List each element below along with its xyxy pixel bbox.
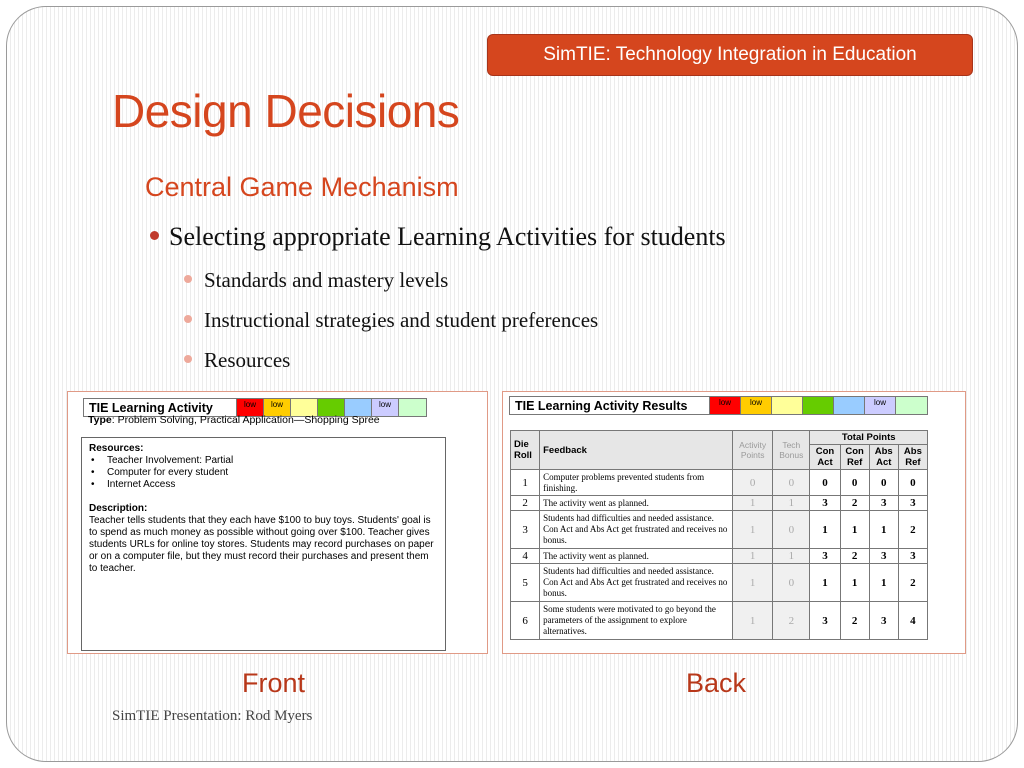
table-row [511,549,928,564]
cell-con-ref: 2 [840,602,869,640]
swatch-blue [834,397,865,414]
col-feedback: Feedback [540,431,733,470]
cell-feedback: Some students were motivated to go beyond the parameters of the assignment to explore alternatives. [540,602,733,640]
cell-con-act: 1 [810,564,840,602]
cell-roll: 6 [511,602,540,640]
cell-activity: 1 [733,511,773,549]
cell-roll: 4 [511,549,540,564]
col-tech-bonus: Tech Bonus [773,431,810,470]
swatch-purple: low [865,397,896,414]
bullet-dot-icon [150,231,159,240]
cell-con-ref: 2 [840,496,869,511]
swatch-orange: low [264,399,291,416]
cell-roll: 2 [511,496,540,511]
cell-activity: 0 [733,470,773,496]
resource-item: • Internet Access [107,479,438,491]
cell-tech: 0 [773,564,810,602]
sub-bullet-text: Resources [204,348,291,372]
cell-feedback: The activity went as planned. [540,496,733,511]
back-card-header [509,396,928,415]
footer-text: SimTIE Presentation: Rod Myers [112,708,313,724]
cell-abs-act: 1 [869,564,898,602]
swatch-green [803,397,834,414]
bullet-dot-icon [184,275,192,283]
swatch-mint [399,399,426,416]
cell-con-act: 1 [810,511,840,549]
resources-list [89,455,438,491]
front-label: Front [242,668,306,698]
main-bullet-text: Selecting appropriate Learning Activities for students [169,222,726,251]
cell-abs-ref: 3 [898,549,927,564]
cell-feedback: The activity went as planned. [540,549,733,564]
table-row [511,496,928,511]
cell-abs-act: 3 [869,602,898,640]
cell-activity: 1 [733,564,773,602]
type-value: : Problem Solving, Practical Application—Shopping Spree [111,414,380,426]
back-label: Back [686,668,747,698]
slide-title: Design Decisions [112,85,460,137]
cell-abs-ref: 2 [898,511,927,549]
cell-feedback: Students had difficulties and needed assistance. Con Act and Abs Act get frustrated and receives no bonus. [540,511,733,549]
sub-bullet [184,266,598,306]
swatch-mint [896,397,927,414]
col-con-act: Con Act [810,445,840,470]
col-con-ref: Con Ref [840,445,869,470]
cell-abs-act: 3 [869,496,898,511]
col-abs-ref: Abs Ref [898,445,927,470]
cell-con-ref: 1 [840,511,869,549]
activity-type [88,414,380,426]
cell-abs-ref: 4 [898,602,927,640]
swatch-red: low [710,397,741,414]
back-card-image [502,391,966,654]
main-bullet [150,222,726,252]
bullet-dot-icon [184,315,192,323]
cell-activity: 1 [733,496,773,511]
cell-con-act: 3 [810,496,840,511]
col-total-points: Total Points [810,431,928,445]
front-card-image [67,391,488,654]
col-abs-act: Abs Act [869,445,898,470]
table-row [511,470,928,496]
sub-bullet [184,306,598,346]
resources-heading: Resources: [89,443,144,454]
col-activity-points: Activity Points [733,431,773,470]
cell-roll: 1 [511,470,540,496]
activity-details-box [81,437,446,651]
slide-subtitle: Central Game Mechanism [145,172,459,202]
cell-feedback: Computer problems prevented students from finishing. [540,470,733,496]
cell-roll: 3 [511,511,540,549]
sub-bullet-text: Standards and mastery levels [204,268,449,292]
cell-abs-ref: 2 [898,564,927,602]
swatch-orange: low [741,397,772,414]
cell-con-ref: 0 [840,470,869,496]
resource-item: • Teacher Involvement: Partial [107,455,438,467]
front-card-title: TIE Learning Activity [84,399,237,416]
cell-con-act: 0 [810,470,840,496]
cell-feedback: Students had difficulties and needed assistance. Con Act and Abs Act get frustrated and receives no bonus. [540,564,733,602]
results-table [510,430,928,640]
table-row [511,602,928,640]
cell-abs-ref: 3 [898,496,927,511]
cell-tech: 0 [773,511,810,549]
cell-roll: 5 [511,564,540,602]
cell-con-ref: 2 [840,549,869,564]
table-row [511,564,928,602]
cell-con-ref: 1 [840,564,869,602]
cell-activity: 1 [733,602,773,640]
swatch-red: low [237,399,264,416]
bullet-dot-icon [184,355,192,363]
cell-abs-act: 3 [869,549,898,564]
type-label: Type [88,414,112,426]
cell-abs-act: 0 [869,470,898,496]
cell-abs-act: 1 [869,511,898,549]
back-card-title: TIE Learning Activity Results [510,397,710,414]
banner: SimTIE: Technology Integration in Education [487,34,973,76]
sub-bullet-text: Instructional strategies and student preferences [204,308,599,332]
table-row [511,511,928,549]
cell-tech: 0 [773,470,810,496]
cell-activity: 1 [733,549,773,564]
swatch-yellow [772,397,803,414]
col-die-roll: Die Roll [511,431,540,470]
description-heading: Description: [89,503,148,514]
sub-bullet [184,346,598,386]
cell-tech: 2 [773,602,810,640]
description-text: Teacher tells students that they each have $100 to buy toys. Students' goal is to spend as much money as possible without going over $100. Teacher gives students URLs for online toy stores. Students may record purchases on paper or on a computer file, but they must record their purchases and present them to teacher. [89,515,434,574]
cell-con-act: 3 [810,602,840,640]
cell-tech: 1 [773,549,810,564]
swatch-purple: low [372,399,399,416]
cell-tech: 1 [773,496,810,511]
table-header-row [511,431,928,445]
cell-con-act: 3 [810,549,840,564]
resource-item: • Computer for every student [107,467,438,479]
sub-bullet-list [184,266,598,386]
cell-abs-ref: 0 [898,470,927,496]
